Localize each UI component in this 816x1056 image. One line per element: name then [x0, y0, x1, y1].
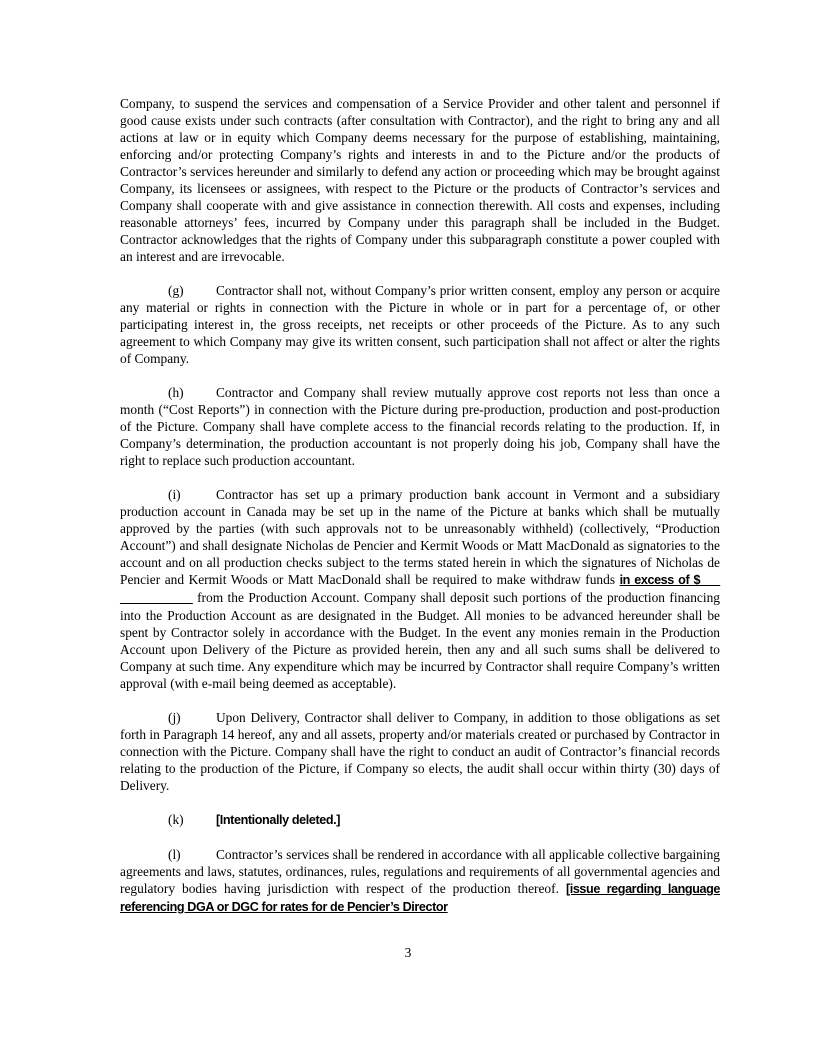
paragraph-j-label: (j): [168, 710, 181, 725]
paragraph-l: [120, 846, 720, 916]
paragraph-g-text: Contractor shall not, without Company’s prior written consent, employ any person or acquire any material or rights in connection with the Picture in whole or in part for a percentage of, or other participating interest in, the gross receipts, net receipts or other proceeds of the Picture. As to any such agreement to which Company may give its written consent, such participation shall not affect or alter the rights of Company.: [120, 283, 720, 366]
paragraph-i-label: (i): [168, 487, 181, 502]
document-page: [120, 95, 720, 933]
paragraph-j-text: Upon Delivery, Contractor shall deliver to Company, in addition to those obligations as set forth in Paragraph 14 hereof, any and all assets, property and/or materials created or purchased by Contractor in connection with the Picture. Company shall have the right to conduct an audit of Contractor’s financial records relating to the production of the Picture, if Company so elects, the audit shall occur within thirty (30) days of Delivery.: [120, 710, 720, 793]
paragraph-l-issue-note: [issue regarding language referencing DGA or DGC for rates for de Pencier’s Director: [120, 882, 720, 914]
paragraph-g: [120, 282, 720, 367]
page-number: 3: [404, 945, 412, 960]
paragraph-i-text-1: Contractor has set up a primary production bank account in Vermont and a subsidiary production account in Canada may be set up in the name of the Picture at banks which shall be mutually approved by the parties (with such approvals not to be unreasonably withheld) (collectively, “Production Account”) and shall designate Nicholas de Pencier and Kermit Woods or Matt MacDonald as signatories to the account and on all production checks subject to the terms stated herein in which the signatures of Nicholas de Pencier and Kermit Woods or Matt MacDonald shall be required to make withdraw funds: [120, 487, 720, 587]
paragraph-i-text-2: from the Production Account. Company shall deposit such portions of the production financing into the Production Account as are designated in the Budget. All monies to be advanced hereunder shall be spent by Contractor solely in accordance with the Budget. In the event any monies remain in the Production Account upon Delivery of the Picture as provided herein, then any and all such sums shall be delivered to Company at such time. Any expenditure which may be incurred by Contractor shall require Company’s written approval (with e-mail being deemed as acceptable).: [120, 590, 720, 691]
paragraph-i: [120, 486, 720, 692]
paragraph-h: [120, 384, 720, 469]
paragraph-g-label: (g): [168, 283, 184, 298]
paragraph-l-label: (l): [168, 847, 181, 862]
paragraph-i-amount-blank: in excess of $___ ___________: [120, 573, 720, 605]
paragraph-h-label: (h): [168, 385, 184, 400]
paragraph-f-continued: Company, to suspend the services and compensation of a Service Provider and other talent and personnel if good cause exists under such contracts (after consultation with Contractor), and the right to bring any and all actions at law or in equity which Company deems necessary for the purpose of establishing, maintaining, enforcing and/or protecting Company’s rights and interests in and to the Picture and/or the products of Contractor’s services hereunder and similarly to defend any action or proceeding which may be brought against Company, its licensees or assignees, with respect to the Picture or the products of Contractor’s services and Company shall cooperate with and give assistance in connection therewith. All costs and expenses, including reasonable attorneys’ fees, incurred by Company under this paragraph shall be included in the Budget. Contractor acknowledges that the rights of Company under this subparagraph constitute a power coupled with an interest and are irrevocable.: [120, 96, 720, 264]
paragraph-k-label: (k): [168, 812, 184, 827]
paragraph-h-text: Contractor and Company shall review mutually approve cost reports not less than once a month (“Cost Reports”) in connection with the Picture during pre-production, production and post-production of the Picture. Company shall have complete access to the financial records relating to the production. If, in Company’s determination, the production accountant is not properly doing his job, Company shall have the right to replace such production accountant.: [120, 385, 720, 468]
paragraph-j: [120, 709, 720, 794]
paragraph-k-text: [Intentionally deleted.]: [216, 813, 341, 827]
paragraph-k: [120, 811, 720, 829]
paragraph-l-text: Contractor’s services shall be rendered in accordance with all applicable collective bargaining agreements and laws, statutes, ordinances, rules, regulations and requirements of all governmental agencies and regulatory bodies having jurisdiction with respect of the production thereof.: [120, 847, 720, 896]
